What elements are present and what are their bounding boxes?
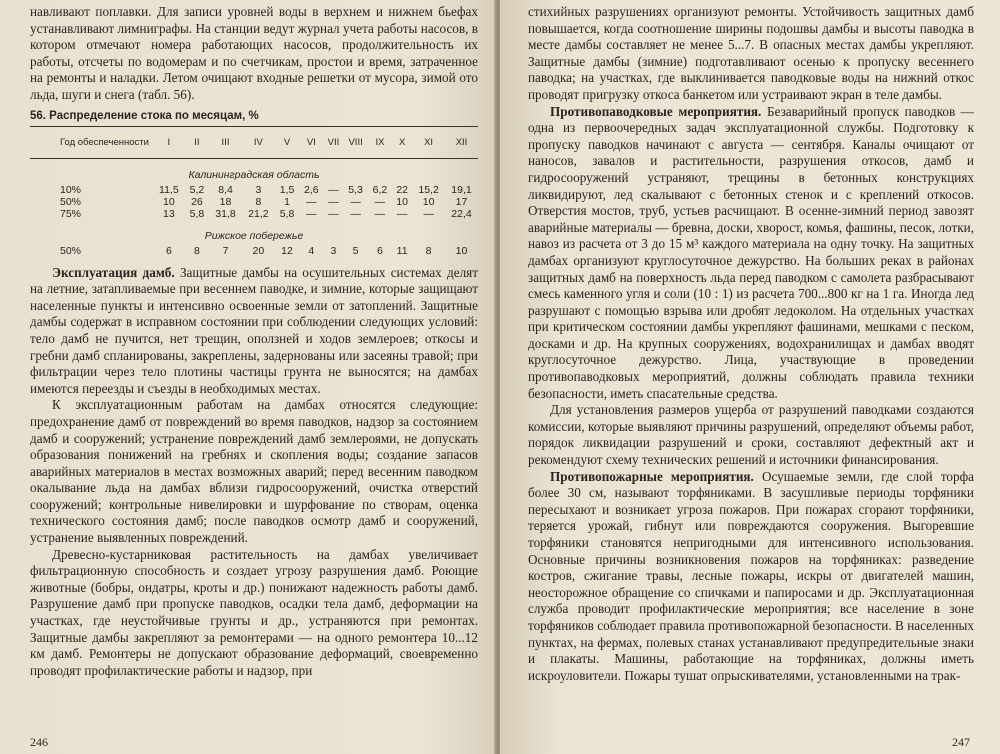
table-header-month: III	[209, 126, 242, 158]
table-cell-value: 8,4	[218, 183, 233, 196]
table-cell-value: 17	[455, 195, 468, 208]
paragraph-damage-commission: Для установления размеров ущерба от разрушений паводками создаются комиссии, которые выявляют причины разрушений, определяют объемы работ, порядок ликвидации разрушений и сроки, составляют дефектный акт и рекомендуют схему технических решений и источники финансирования.	[528, 402, 974, 468]
text-fire-measures: Осушаемые земли, где слой торфа более 30 см, называют торфяниками. В засушливые периоды торфяники пересыхают и возникает угроза пожаров. При пожарах сгорают торфяники, теряется урожай, гибнут или повреждаются сооружения. Выгоревшие торфяники становятся непригодными для интенсивного использования. Основные причины возникновения пожаров на торфяниках: разведение костров, сжигание травы, лесные пожары, искры от двигателей машин, неосторожное обращение со спичками и папиросами и др. Эксплуатационная служба проводит профилактические мероприятия; все население в зоне торфяников соблюдает правила противопожарной безопасности. В населенных пунктах, на фермах, полевых станах устанавливают предупредительные знаки и плакаты. Машины, работающие на торфяниках, должны иметь искроуловители. Пожары тушат опрыскивателями, установленными на трак-	[528, 468, 974, 683]
left-page	[0, 0, 496, 754]
table-cell-value: 11,5	[159, 183, 179, 196]
table-region-label: Калининградская область	[188, 168, 320, 181]
table-header-year: Год обеспеченности	[30, 126, 153, 158]
table-cell-value: 22	[396, 183, 408, 196]
table-cell-value: 5,8	[189, 207, 205, 220]
table-cell-value: 12	[281, 244, 293, 257]
table-cell-value: 10	[163, 195, 175, 208]
table-cell-value: —	[396, 207, 408, 220]
table-cell-probability: 10%	[60, 183, 82, 196]
table-header-month: IV	[242, 126, 275, 158]
table-header-row	[30, 126, 478, 158]
table-cell-value: 13	[163, 207, 175, 220]
table-cell-value: 1	[284, 195, 290, 208]
table-cell-value: 19,1	[451, 183, 472, 196]
table-cell-value: 10	[455, 244, 468, 257]
table-cell-value: —	[306, 195, 317, 208]
table-cell-value: 5,2	[189, 183, 205, 196]
table-cell-value: 22,4	[451, 207, 472, 220]
table-cell-value: 10	[422, 195, 435, 208]
table-region-row	[30, 158, 478, 184]
table-cell-value: —	[350, 207, 361, 220]
runoff-table	[30, 126, 478, 257]
table-cell-value: —	[328, 195, 339, 208]
page-number-right: 247	[952, 735, 970, 749]
paragraph-dam-operation	[30, 265, 478, 398]
table-cell-value: 7	[222, 244, 229, 257]
table-cell-value: 5	[352, 244, 359, 257]
text-flood-measures: Безаварийный пропуск паводков — одна из первоочередных задач эксплуатационной службы. Подготовку к пропуску паводков начинают с августа — сентября. Каналы очищают от наносов, завалов и растительности, разрушения откосов, дамб и гидросооружений устраняют, трещины в бетонных конструкциях ликвидируют, лед скалывают с бетонных стенок и с креплений откосов. Отверстия мостов, труб, устьев расчищают. В осенне-зимний период завозят аварийные материалы — бревна, доски, хворост, комья, фашины, песок, лотки, навоз из расчета от 3 до 15 м³ каждого материала на одну точку. На защитных дамбах организуют круглосуточное дежурство. На больших реках в районах защитных дамб на поверхность льда перед паводком с самолета разбрасывают смесь каменного угля и соли (10 : 1) из расчета 700...800 кг на 1 га. Иногда лед разрушают с помощью взрыва или дробят ледоколом. На отдельных участках при критическом состоянии дамбы укрепляют фашинами, мешками с песком, досками и др. На крупных сооружениях, водохранилищах и дамбах вводят круглосуточное дежурство. Лица, участвующие в проведении противопаводковых мероприятий, должны соблюдать правила техники безопасности, иметь спасательные средства.	[528, 103, 974, 401]
table-cell-value: 26	[191, 195, 203, 208]
table-cell-value: —	[306, 207, 317, 220]
table-cell-value: 8	[193, 244, 200, 257]
heading-flood-measures: Противопаводковые мероприятия.	[550, 103, 762, 119]
table-cell-value: 2,6	[304, 183, 319, 196]
table-header-month: I	[153, 126, 185, 158]
right-page	[500, 0, 1000, 754]
table-cell-value: 18	[219, 195, 232, 208]
table-cell-value: 6	[377, 244, 383, 257]
table-cell-value: 3	[255, 183, 262, 196]
table-cell-value: —	[328, 183, 339, 196]
table-header-month: X	[392, 126, 412, 158]
table-cell-value: 5,8	[279, 207, 295, 220]
table-cell-value: 3	[330, 244, 337, 257]
table-cell-value: 20	[252, 244, 265, 257]
heading-dam-operation: Эксплуатация дамб.	[52, 264, 175, 280]
table-header-month: XII	[445, 126, 478, 158]
paragraph-vegetation: Древесно-кустарниковая растительность на дамбах увеличивает фильтрационную способность и создает угрозу разрушения дамб. Роющие животные (бобры, ондатры, кроты и др.) понижают надежность работы дамб. Разрушение дамб при пропуске паводков, осадки тела дамб, деформации на участках, где неустойчивые грунты и др., устраняются при ремонтах. Защитные дамбы закрепляют за ремонтерами — на одного ремонтера 10...12 км дамб. Ремонтеры не допускают образование деформаций, своевременно проводят профилактические работы и надзор, при	[30, 546, 478, 678]
table-cell-value: —	[423, 207, 434, 220]
table-cell-value: 8	[255, 195, 262, 208]
table-cell-probability: 50%	[60, 244, 82, 257]
table-cell-value: 4	[308, 244, 315, 257]
table-caption: 56. Распределение стока по месяцам, %	[30, 109, 259, 122]
paragraph-dam-repairs: стихийных разрушениях организуют ремонты. Устойчивость защитных дамб повышается, когда соотношение ширины подошвы дамбы и высоты паводка в месте дамбы составляет не менее 5...7. В опасных местах дамбы укрепляют. Защитные дамбы (зимние) подготавливают осенью к пропуску весеннего паводка; на участках, где выклинивается паводковые воды на нижний откос проводят пригрузку откоса банкетом или устраивают экран в теле дамбы.	[528, 4, 974, 102]
heading-fire-measures: Противопожарные мероприятия.	[550, 468, 754, 484]
table-cell-value: 6	[165, 244, 172, 257]
table-cell-value: 5,3	[348, 183, 363, 196]
table-header-month: XI	[412, 126, 445, 158]
table-row	[30, 208, 478, 220]
table-cell-value: 1,5	[279, 183, 295, 196]
table-cell-value: 11	[396, 244, 408, 257]
paragraph-operational-works: К эксплуатационным работам на дамбах относятся следующие: предохранение дамб от повреждений во время паводков, надзор за состоянием дамб и сооружений; устранение повреждений дамб землероями, не допускать образования понижений на гребнях и скопления воды; создание запасов аварийных материалов в местах возможных аварий; перед весенним паводком окалывание льда на дамбах вблизи гидросооружений, очистка отверстий сооружений; контрольные нивелировки и шурфование по створам, оценка технического состояния дамб; после паводков осмотр дамб и сооружений, устранение выявленных повреждений.	[30, 397, 478, 546]
table-cell-probability: 75%	[60, 207, 82, 220]
table-cell-value: 8	[425, 244, 432, 257]
table-region-row	[30, 220, 478, 245]
table-cell-value: —	[374, 207, 386, 220]
table-cell-value: —	[374, 195, 386, 208]
table-header-month: VI	[299, 126, 323, 158]
table-header-month: IX	[368, 126, 392, 158]
table-header-month: VII	[323, 126, 343, 158]
page-number-left: 246	[30, 735, 48, 749]
table-cell-value: 6,2	[372, 183, 388, 196]
table-cell-value: —	[328, 207, 339, 220]
table-region-label: Рижское побережье	[204, 229, 304, 242]
paragraph-flood-measures	[528, 104, 974, 403]
paragraph-pumping-station: навливают поплавки. Для записи уровней воды в верхнем и нижнем бьефах устанавливают лимниграфы. На станции ведут журнал учета работы насосов, в котором отмечают номера работающих насосов, продолжительность их работы, отсчеты по водомерам и по счетчикам, простои и время, затраченное на ремонты и наладки. Летом очищают входные решетки от мусора, зимой ото льда, шуги и снега (табл. 56).	[30, 4, 478, 102]
table-cell-value: 31,8	[215, 207, 236, 220]
table-body	[30, 158, 478, 257]
paragraph-fire-measures	[528, 469, 974, 685]
table-row	[30, 196, 478, 208]
table-header-month: VIII	[343, 126, 367, 158]
table-cell-probability: 50%	[60, 195, 82, 208]
table-cell-value: 10	[396, 195, 408, 208]
table-cell-value: —	[350, 195, 361, 208]
table-header-month: V	[275, 126, 299, 158]
table-row	[30, 245, 478, 257]
table-header-month: II	[185, 126, 209, 158]
table-row	[30, 184, 478, 196]
table-cell-value: 21,2	[248, 207, 269, 220]
text-dam-operation: Защитные дамбы на осушительных системах делят на летние, затапливаемые при весеннем паводке, и зимние, которые защищают населенные пункты и интенсивно освоенные земли от затоплений. Защитные дамбы содержат в исправном состоянии при соблюдении следующих условий: тело дамб не пучится, нет трещин, оползней и ходов землероев; откосы и гребни дамб спланированы, закреплены, задернованы или засеяны травой; при фильтрации через тело плотины частицы грунта не выносятся; на дамбах имеются переезды и съезды в необходимых местах.	[30, 264, 478, 396]
table-cell-value: 15,2	[418, 183, 439, 196]
